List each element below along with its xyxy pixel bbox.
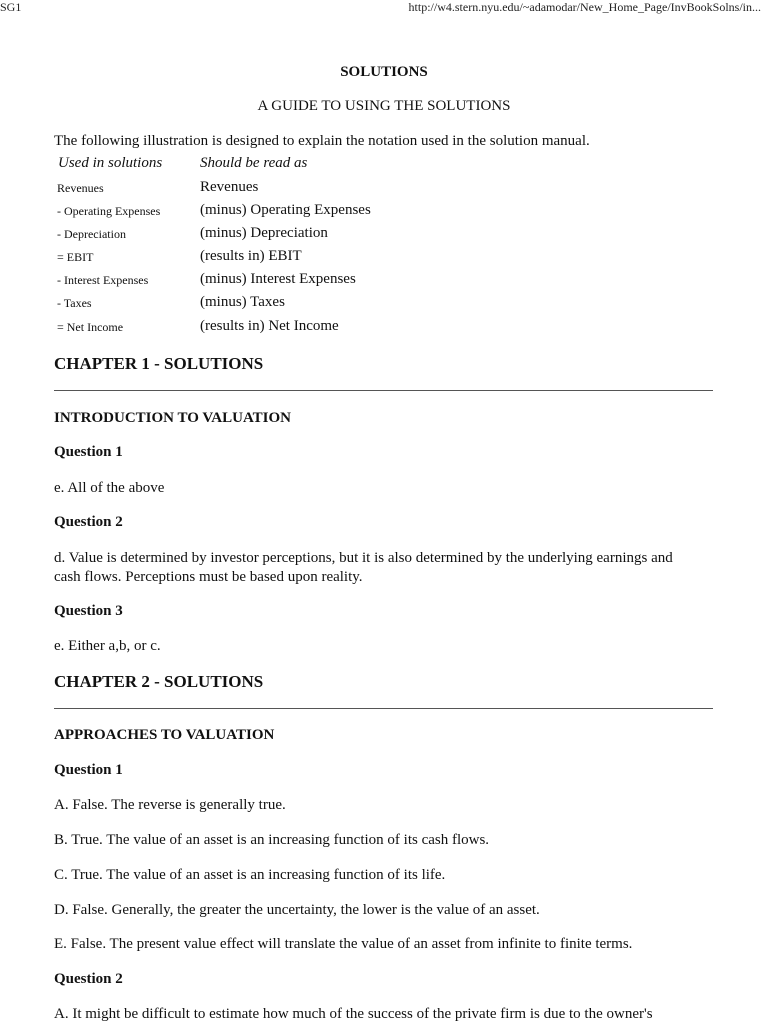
- ch1-question-1-answer: e. All of the above: [54, 480, 165, 496]
- notation-read-5: (minus) Taxes: [200, 294, 285, 310]
- ch1-question-1-label: Question 1: [54, 444, 123, 460]
- chapter-2-title: CHAPTER 2 - SOLUTIONS: [54, 672, 264, 691]
- notation-used-3: = EBIT: [57, 250, 94, 264]
- ch2-question-2-label: Question 2: [54, 971, 123, 987]
- notation-read-0: Revenues: [200, 179, 259, 195]
- notation-read-4: (minus) Interest Expenses: [200, 271, 356, 287]
- notation-used-6: = Net Income: [57, 320, 124, 334]
- ch1-question-3-label: Question 3: [54, 603, 123, 619]
- notation-read-3: (results in) EBIT: [200, 248, 302, 264]
- chapter-2-divider: [54, 708, 713, 709]
- ch2-question-1-label: Question 1: [54, 762, 123, 778]
- notation-used-5: - Taxes: [57, 296, 92, 310]
- chapter-2-section-title: APPROACHES TO VALUATION: [54, 727, 275, 743]
- intro-text: The following illustration is designed to explain the notation used in the solution manual.: [54, 133, 590, 149]
- page-header-url: http://w4.stern.nyu.edu/~adamodar/New_Home_Page/InvBookSolns/in...: [408, 0, 761, 14]
- page-title: SOLUTIONS: [340, 64, 428, 80]
- notation-used-2: - Depreciation: [57, 227, 126, 241]
- notation-col1-header: Used in solutions: [58, 155, 163, 171]
- ch2-question-1-answer-b: B. True. The value of an asset is an increasing function of its cash flows.: [54, 832, 490, 848]
- notation-read-2: (minus) Depreciation: [200, 225, 328, 241]
- ch2-question-1-answer-d: D. False. Generally, the greater the uncertainty, the lower is the value of an asset.: [54, 902, 540, 918]
- chapter-1-title: CHAPTER 1 - SOLUTIONS: [54, 354, 264, 373]
- ch1-question-2-answer-line2: cash flows. Perceptions must be based upon reality.: [54, 569, 363, 585]
- ch2-question-1-answer-e: E. False. The present value effect will translate the value of an asset from infinite to finite terms.: [54, 936, 633, 952]
- notation-read-1: (minus) Operating Expenses: [200, 202, 371, 218]
- page-subtitle: A GUIDE TO USING THE SOLUTIONS: [257, 98, 511, 114]
- notation-read-6: (results in) Net Income: [200, 318, 339, 334]
- notation-used-1: - Operating Expenses: [57, 204, 161, 218]
- chapter-1-section-title: INTRODUCTION TO VALUATION: [54, 410, 292, 426]
- notation-col2-header: Should be read as: [200, 155, 308, 171]
- notation-used-4: - Interest Expenses: [57, 273, 149, 287]
- ch2-question-1-answer-c: C. True. The value of an asset is an increasing function of its life.: [54, 867, 446, 883]
- ch1-question-3-answer: e. Either a,b, or c.: [54, 638, 161, 654]
- ch2-question-2-answer-a: A. It might be difficult to estimate how much of the success of the private firm is due to the owner's: [54, 1006, 653, 1022]
- page-header-left: SG1: [0, 0, 22, 14]
- ch1-question-2-label: Question 2: [54, 514, 123, 530]
- chapter-1-divider: [54, 390, 713, 391]
- ch2-question-1-answer-a: A. False. The reverse is generally true.: [54, 797, 286, 813]
- ch1-question-2-answer-line1: d. Value is determined by investor perceptions, but it is also determined by the underlying earnings and: [54, 550, 673, 566]
- notation-used-0: Revenues: [57, 181, 104, 195]
